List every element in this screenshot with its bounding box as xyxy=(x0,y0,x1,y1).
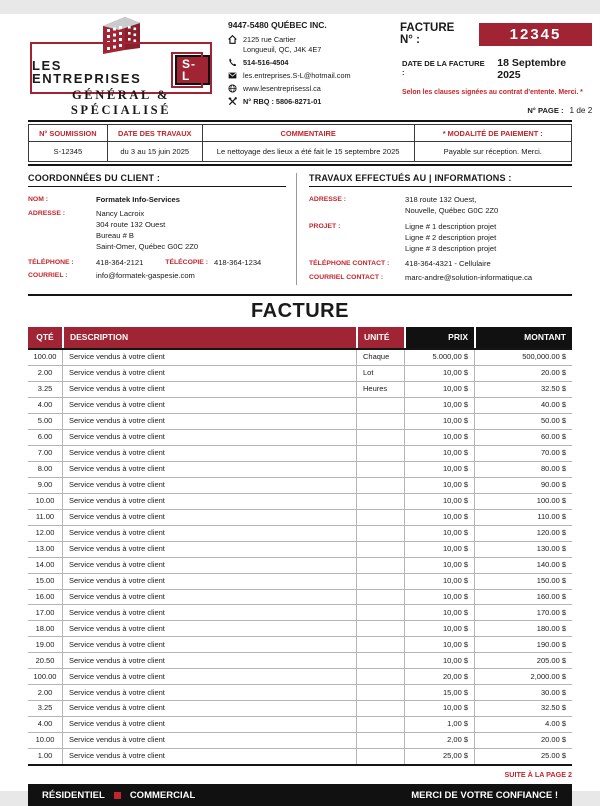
row-description: Service vendus à votre client xyxy=(62,653,356,668)
row-price: 10,00 $ xyxy=(404,542,474,557)
row-qty: 2.00 xyxy=(37,687,53,697)
row-amount: 170.00 $ xyxy=(474,605,572,620)
row-qty: 100.00 xyxy=(33,671,57,681)
worksite-address-label: ADRESSE : xyxy=(309,196,347,203)
row-qty: 16.00 xyxy=(35,591,55,601)
worksite-email-label: COURRIEL CONTACT : xyxy=(309,273,384,281)
phone-icon xyxy=(228,58,237,67)
row-unit xyxy=(356,430,404,445)
client-name-value: Formatek Info-Services xyxy=(96,195,180,204)
footer-thanks: MERCI DE VOTRE CONFIANCE ! xyxy=(411,789,558,801)
summary-header-travaux: DATE DES TRAVAUX xyxy=(107,125,202,142)
row-description: Service vendus à votre client xyxy=(62,542,356,557)
row-qty: 4.00 xyxy=(37,719,53,729)
house-icon xyxy=(228,35,237,44)
row-qty: 10.00 xyxy=(35,495,55,505)
worksite-project-value: Ligne # 1 description projet Ligne # 2 description projet Ligne # 3 description projet xyxy=(405,221,497,254)
company-email-text: les.entreprises.S-L@hotmail.com xyxy=(243,70,351,80)
client-fax-label: TÉLÉCOPIE : xyxy=(165,258,208,266)
row-qty: 4.00 xyxy=(37,400,53,410)
row-amount: 70.00 $ xyxy=(474,446,572,461)
row-qty: 100.00 xyxy=(33,352,57,362)
table-row xyxy=(28,669,572,685)
row-amount: 160.00 $ xyxy=(474,590,572,605)
table-row xyxy=(28,701,572,717)
row-price: 10,00 $ xyxy=(404,462,474,477)
row-amount: 60.00 $ xyxy=(474,430,572,445)
row-amount: 130.00 $ xyxy=(474,542,572,557)
row-unit xyxy=(356,478,404,493)
row-price: 10,00 $ xyxy=(404,574,474,589)
row-amount: 32.50 $ xyxy=(474,382,572,397)
row-description: Service vendus à votre client xyxy=(62,605,356,620)
company-address xyxy=(228,35,400,54)
header xyxy=(28,14,593,118)
facture-date-value: 18 Septembre 2025 xyxy=(497,57,567,81)
row-unit xyxy=(356,701,404,716)
table-row xyxy=(28,558,572,574)
row-amount: 30.00 $ xyxy=(474,685,572,700)
row-unit xyxy=(356,494,404,509)
row-description: Service vendus à votre client xyxy=(62,574,356,589)
row-amount: 4.00 $ xyxy=(474,717,572,732)
company-rbq xyxy=(228,97,400,107)
row-description: Service vendus à votre client xyxy=(62,462,356,477)
worksite-project-label: PROJET : xyxy=(309,222,341,230)
worksite-section-title: TRAVAUX EFFECTUÉS AU | INFORMATIONS : xyxy=(309,173,572,187)
row-unit xyxy=(356,605,404,620)
facture-number-value: 12345 xyxy=(479,23,593,46)
row-amount: 20.00 $ xyxy=(474,366,572,381)
table-row xyxy=(28,350,572,366)
table-row xyxy=(28,526,572,542)
table-row xyxy=(28,366,572,382)
row-price: 1,00 $ xyxy=(404,717,474,732)
row-price: 5.000,00 $ xyxy=(404,350,474,365)
row-price: 10,00 $ xyxy=(404,637,474,652)
continued-note: SUITE À LA PAGE 2 xyxy=(504,770,572,780)
row-description: Service vendus à votre client xyxy=(62,510,356,525)
row-unit xyxy=(356,717,404,732)
company-logo xyxy=(28,14,214,118)
brand-badge: S-L xyxy=(175,55,210,85)
row-amount: 190.00 $ xyxy=(474,637,572,652)
envelope-icon xyxy=(228,71,237,80)
table-row xyxy=(28,749,572,764)
table-row xyxy=(28,510,572,526)
row-amount: 20.00 $ xyxy=(474,733,572,748)
row-description: Service vendus à votre client xyxy=(62,701,356,716)
row-qty: 14.00 xyxy=(35,559,55,569)
worksite-phone-value: 418-364-4321 - Cellulaire xyxy=(405,259,491,269)
row-amount: 90.00 $ xyxy=(474,478,572,493)
column-header-description: DESCRIPTION xyxy=(62,327,356,348)
row-price: 10,00 $ xyxy=(404,590,474,605)
row-unit xyxy=(356,685,404,700)
row-description: Service vendus à votre client xyxy=(62,558,356,573)
row-qty: 5.00 xyxy=(37,416,53,426)
footer-services xyxy=(42,790,195,801)
client-section-title: COORDONNÉES DU CLIENT : xyxy=(28,173,286,187)
row-description: Service vendus à votre client xyxy=(62,414,356,429)
row-unit xyxy=(356,446,404,461)
page-number-label: N° PAGE : xyxy=(527,106,564,115)
worksite-phone-label: TÉLÉPHONE CONTACT : xyxy=(309,260,390,268)
row-unit xyxy=(356,542,404,557)
row-price: 10,00 $ xyxy=(404,478,474,493)
table-row xyxy=(28,430,572,446)
row-description: Service vendus à votre client xyxy=(62,733,356,748)
row-unit xyxy=(356,510,404,525)
invoice-page xyxy=(0,14,600,801)
column-header-price: PRIX xyxy=(404,327,474,348)
row-price: 10,00 $ xyxy=(404,701,474,716)
row-description: Service vendus à votre client xyxy=(62,382,356,397)
page-title: FACTURE xyxy=(251,300,349,323)
company-address-text: 2125 rue Cartier Longueuil, QC, J4K 4E7 xyxy=(243,35,322,54)
row-price: 10,00 $ xyxy=(404,398,474,413)
row-description: Service vendus à votre client xyxy=(62,669,356,684)
facture-date-label: DATE DE LA FACTURE : xyxy=(402,59,485,77)
summary-value-modalite: Payable sur réception. Merci. xyxy=(414,142,571,162)
globe-icon xyxy=(228,84,237,93)
row-unit xyxy=(356,558,404,573)
summary-table xyxy=(28,124,572,162)
row-unit xyxy=(356,398,404,413)
company-website-text: www.lesentreprisessl.ca xyxy=(243,83,321,93)
row-qty: 18.00 xyxy=(35,623,55,633)
row-qty: 3.25 xyxy=(37,384,53,394)
row-qty: 13.00 xyxy=(35,543,55,553)
table-row xyxy=(28,653,572,669)
row-unit xyxy=(356,653,404,668)
page-number-value: 1 de 2 xyxy=(569,106,593,115)
row-description: Service vendus à votre client xyxy=(62,749,356,764)
row-unit: Lot xyxy=(356,366,404,381)
row-unit xyxy=(356,462,404,477)
row-unit xyxy=(356,669,404,684)
row-amount: 2,000.00 $ xyxy=(474,669,572,684)
client-worksite-section xyxy=(28,166,572,296)
row-amount: 150.00 $ xyxy=(474,574,572,589)
summary-header-commentaire: COMMENTAIRE xyxy=(202,125,414,142)
row-qty: 11.00 xyxy=(35,511,55,521)
company-email xyxy=(228,71,400,81)
row-amount: 25.00 $ xyxy=(474,749,572,764)
table-row xyxy=(28,590,572,606)
client-fax-value: 418-364-1234 xyxy=(213,257,262,267)
row-description: Service vendus à votre client xyxy=(62,685,356,700)
row-description: Service vendus à votre client xyxy=(62,494,356,509)
row-unit xyxy=(356,414,404,429)
row-amount: 110.00 $ xyxy=(474,510,572,525)
summary-value-commentaire: Le nettoyage des lieux a été fait le 15 septembre 2025 xyxy=(202,142,414,162)
row-description: Service vendus à votre client xyxy=(62,350,356,365)
row-description: Service vendus à votre client xyxy=(62,398,356,413)
divider xyxy=(28,120,572,122)
row-price: 2,00 $ xyxy=(404,733,474,748)
worksite-section xyxy=(296,173,572,285)
row-description: Service vendus à votre client xyxy=(62,366,356,381)
company-phone-text: 514-516-4504 xyxy=(243,57,289,67)
row-unit xyxy=(356,637,404,652)
row-unit xyxy=(356,590,404,605)
contract-clause-note: Selon les clauses signées au contrat d'entente. Merci. * xyxy=(402,89,583,96)
row-amount: 100.00 $ xyxy=(474,494,572,509)
row-qty: 6.00 xyxy=(37,432,53,442)
summary-header-row xyxy=(29,125,572,142)
row-description: Service vendus à votre client xyxy=(62,478,356,493)
row-qty: 20.50 xyxy=(35,655,55,665)
row-description: Service vendus à votre client xyxy=(62,430,356,445)
row-amount: 120.00 $ xyxy=(474,526,572,541)
invoice-table-header xyxy=(28,327,572,350)
row-unit xyxy=(356,733,404,748)
row-price: 10,00 $ xyxy=(404,430,474,445)
client-name-label: NOM : xyxy=(28,196,49,203)
summary-header-modalite: * MODALITÉ DE PAIEMENT : xyxy=(414,125,571,142)
row-price: 10,00 $ xyxy=(404,446,474,461)
table-row xyxy=(28,733,572,749)
row-price: 10,00 $ xyxy=(404,526,474,541)
worksite-address-value: 318 route 132 Ouest, Nouvelle, Québec G0C 2Z0 xyxy=(405,195,499,216)
row-amount: 80.00 $ xyxy=(474,462,572,477)
company-info xyxy=(228,14,400,118)
row-amount: 500,000.00 $ xyxy=(474,350,572,365)
row-description: Service vendus à votre client xyxy=(62,637,356,652)
table-row xyxy=(28,574,572,590)
row-price: 10,00 $ xyxy=(404,366,474,381)
row-price: 10,00 $ xyxy=(404,382,474,397)
footer-bar xyxy=(28,784,572,806)
row-qty: 2.00 xyxy=(37,368,53,378)
row-qty: 10.00 xyxy=(35,735,55,745)
row-amount: 32.50 $ xyxy=(474,701,572,716)
row-price: 20,00 $ xyxy=(404,669,474,684)
client-section xyxy=(28,173,286,285)
row-amount: 180.00 $ xyxy=(474,621,572,636)
summary-value-soumission: S-12345 xyxy=(29,142,108,162)
client-email-value: info@formatek-gaspesie.com xyxy=(96,271,195,281)
row-qty: 17.00 xyxy=(35,607,55,617)
column-header-unit: UNITÉ xyxy=(356,327,404,348)
row-qty: 15.00 xyxy=(35,575,55,585)
row-qty: 8.00 xyxy=(37,463,53,473)
table-row xyxy=(28,398,572,414)
tools-icon xyxy=(228,97,237,106)
column-header-amount: MONTANT xyxy=(474,327,572,348)
table-row xyxy=(28,478,572,494)
client-phone-label: TÉLÉPHONE : xyxy=(28,258,74,266)
company-phone xyxy=(228,58,400,68)
row-qty: 7.00 xyxy=(37,447,53,457)
row-amount: 50.00 $ xyxy=(474,414,572,429)
footer-commercial-label: COMMERCIAL xyxy=(129,789,196,801)
row-price: 10,00 $ xyxy=(404,653,474,668)
row-price: 10,00 $ xyxy=(404,510,474,525)
client-address-value: Nancy Lacroix 304 route 132 Ouest Bureau # B Saint-Omer, Québec G0C 2Z0 xyxy=(96,208,199,252)
row-description: Service vendus à votre client xyxy=(62,526,356,541)
table-row xyxy=(28,494,572,510)
row-unit xyxy=(356,526,404,541)
row-price: 10,00 $ xyxy=(404,414,474,429)
facture-number-label: FACTURE N° : xyxy=(400,22,455,46)
row-qty: 19.00 xyxy=(35,639,55,649)
table-row xyxy=(28,637,572,653)
row-unit xyxy=(356,574,404,589)
worksite-email-value: marc-andre@solution-informatique.ca xyxy=(405,272,533,282)
brand-name: LES ENTREPRISES xyxy=(32,58,142,86)
company-rbq-text: N° RBQ : 5806-8271-01 xyxy=(243,96,322,106)
row-description: Service vendus à votre client xyxy=(62,590,356,605)
row-qty: 3.25 xyxy=(37,703,53,713)
row-qty: 1.00 xyxy=(37,751,53,761)
row-unit: Heures xyxy=(356,382,404,397)
row-description: Service vendus à votre client xyxy=(62,717,356,732)
table-row xyxy=(28,717,572,733)
footer-residentiel-label: RÉSIDENTIEL xyxy=(42,789,105,801)
summary-value-row xyxy=(29,142,572,162)
row-price: 15,00 $ xyxy=(404,685,474,700)
row-amount: 40.00 $ xyxy=(474,398,572,413)
invoice-meta xyxy=(400,14,592,118)
row-qty: 9.00 xyxy=(37,479,53,489)
row-price: 10,00 $ xyxy=(404,605,474,620)
invoice-table-body xyxy=(28,350,572,766)
row-unit xyxy=(356,749,404,764)
client-email-label: COURRIEL : xyxy=(28,272,68,280)
column-header-qty: QTÉ xyxy=(28,327,62,348)
summary-value-travaux: du 3 au 15 juin 2025 xyxy=(107,142,202,162)
row-price: 25,00 $ xyxy=(404,749,474,764)
logo-frame xyxy=(30,42,212,94)
client-address-label: ADRESSE : xyxy=(28,209,66,217)
table-row xyxy=(28,382,572,398)
red-square-icon xyxy=(114,792,121,799)
row-unit xyxy=(356,621,404,636)
row-description: Service vendus à votre client xyxy=(62,446,356,461)
table-row xyxy=(28,685,572,701)
client-phone-value: 418-364-2121 xyxy=(96,257,144,267)
row-qty: 12.00 xyxy=(35,527,55,537)
table-row xyxy=(28,542,572,558)
table-row xyxy=(28,446,572,462)
table-row xyxy=(28,414,572,430)
brand-tagline: GÉNÉRAL & SPÉCIALISÉ xyxy=(70,88,172,117)
row-price: 10,00 $ xyxy=(404,494,474,509)
row-price: 10,00 $ xyxy=(404,621,474,636)
company-legal-name: 9447-5480 QUÉBEC INC. xyxy=(228,20,327,30)
row-amount: 140.00 $ xyxy=(474,558,572,573)
company-website xyxy=(228,84,400,94)
row-description: Service vendus à votre client xyxy=(62,621,356,636)
row-unit: Chaque xyxy=(356,350,404,365)
summary-header-soumission: N° SOUMISSION xyxy=(29,125,108,142)
row-amount: 205.00 $ xyxy=(474,653,572,668)
table-row xyxy=(28,621,572,637)
row-price: 10,00 $ xyxy=(404,558,474,573)
table-row xyxy=(28,605,572,621)
table-row xyxy=(28,462,572,478)
